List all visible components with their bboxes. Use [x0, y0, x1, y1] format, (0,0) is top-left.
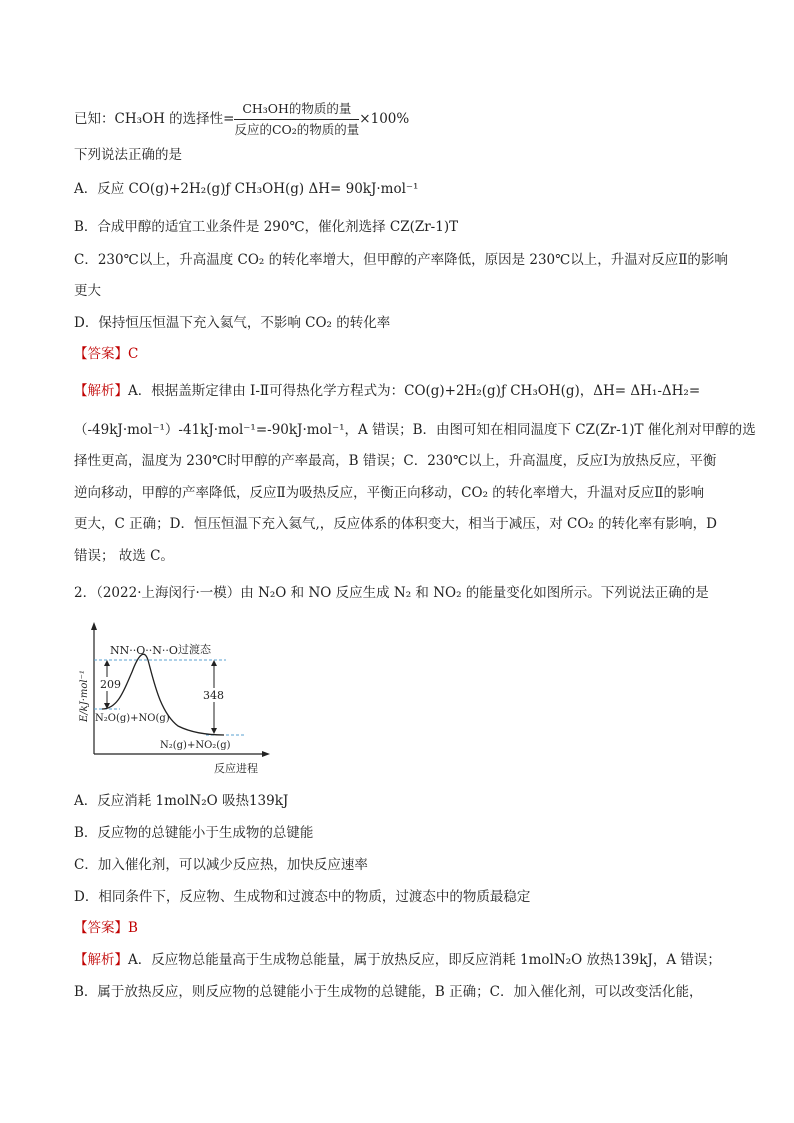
q1-analysis-line1	[74, 382, 700, 400]
q1-analysis-line4: 逆向移动，甲醇的产率降低，反应Ⅱ为吸热反应，平衡正向移动，CO₂ 的转化率增大，升温对反应Ⅱ的影响	[74, 485, 704, 501]
q1-prompt: 下列说法正确的是	[74, 147, 182, 163]
analysis-head: 【解析】	[74, 383, 128, 399]
q2-answer: 【答案】B	[74, 920, 138, 936]
q2-stem: 2．（2022·上海闵行·一模）由 N₂O 和 NO 反应生成 N₂ 和 NO₂ 的能量变化如图所示。下列说法正确的是	[74, 585, 709, 601]
fraction-numerator: CH₃OH的物质的量	[234, 100, 359, 120]
barrier-arrowhead-top	[104, 660, 110, 666]
selectivity-fraction	[234, 100, 359, 139]
reactants-label: N₂O(g)+NO(g)	[95, 713, 170, 724]
q2-option-c: C．加入催化剂，可以减少反应热，加快反应速率	[74, 857, 368, 873]
q1-option-b: B．合成甲醇的适宜工业条件是 290℃，催化剂选择 CZ(Zr-1)T	[74, 219, 459, 235]
transition-state-label: 过渡态	[178, 643, 211, 656]
selectivity-suffix: ×100%	[359, 111, 410, 127]
x-axis-arrow	[262, 751, 270, 757]
fraction-denominator: 反应的CO₂的物质的量	[234, 122, 360, 137]
q1-option-a: A．反应 CO(g)+2H₂(g)ƒ CH₃OH(g) ΔH= 90kJ·mol⁻¹	[74, 181, 419, 197]
analysis-text: A．根据盖斯定律由 Ⅰ-Ⅱ可得热化学方程式为：CO(g)+2H₂(g)ƒ CH₃OH(g)，ΔH= ΔH₁-ΔH₂=	[128, 383, 701, 399]
selectivity-definition	[74, 100, 409, 139]
q1-answer: 【答案】C	[74, 346, 139, 362]
analysis-head: 【解析】	[74, 952, 128, 968]
q2-analysis-line1	[74, 951, 721, 969]
reverse-barrier-label: 348	[203, 689, 224, 702]
x-axis-label: 反应进程	[214, 762, 258, 775]
y-axis-label: E/kJ·mol⁻¹	[79, 670, 90, 722]
energy-diagram	[74, 622, 294, 778]
q2-option-b: B．反应物的总键能小于生成物的总键能	[74, 825, 314, 841]
q1-analysis-line2: （-49kJ·mol⁻¹）-41kJ·mol⁻¹=-90kJ·mol⁻¹，A 错误；B．由图可知在相同温度下 CZ(Zr-1)T 催化剂对甲醇的选	[74, 422, 756, 438]
q1-option-d: D．保持恒压恒温下充入氦气，不影响 CO₂ 的转化率	[74, 315, 391, 331]
q1-option-c-line1: C．230℃以上，升高温度 CO₂ 的转化率增大，但甲醇的产率降低，原因是 230℃以上，升温对反应Ⅱ的影响	[74, 252, 728, 268]
q1-option-c-line2: 更大	[74, 283, 101, 299]
q2-option-a: A．反应消耗 1molN₂O 吸热139kJ	[74, 793, 289, 809]
selectivity-prefix: 已知：CH₃OH 的选择性=	[74, 111, 235, 127]
reverse-arrowhead-top	[211, 660, 217, 666]
q1-analysis-line5: 更大，C 正确；D．恒压恒温下充入氦气,，反应体系的体积变大，相当于减压，对 CO₂ 的转化率有影响，D	[74, 516, 717, 532]
y-axis-arrow	[91, 622, 97, 630]
q1-analysis-line6: 错误； 故选 C。	[74, 548, 174, 564]
reverse-arrowhead-bottom	[211, 728, 217, 734]
products-label: N₂(g)+NO₂(g)	[160, 740, 231, 751]
q2-analysis-line2: B．属于放热反应，则反应物的总键能小于生成物的总键能，B 正确；C．加入催化剂，可以改变活化能，	[74, 984, 703, 1000]
analysis-text: A．反应物总能量高于生成物总能量，属于放热反应，即反应消耗 1molN₂O 放热139kJ，A 错误；	[128, 952, 721, 968]
forward-barrier-label: 209	[100, 678, 121, 691]
q1-analysis-line3: 择性更高，温度为 230℃时甲醇的产率最高，B 错误；C．230℃以上，升高温度，反应Ⅰ为放热反应，平衡	[74, 453, 717, 469]
transition-state-formula: NN··O··N··O	[110, 644, 178, 657]
q2-option-d: D．相同条件下，反应物、生成物和过渡态中的物质，过渡态中的物质最稳定	[74, 889, 531, 905]
